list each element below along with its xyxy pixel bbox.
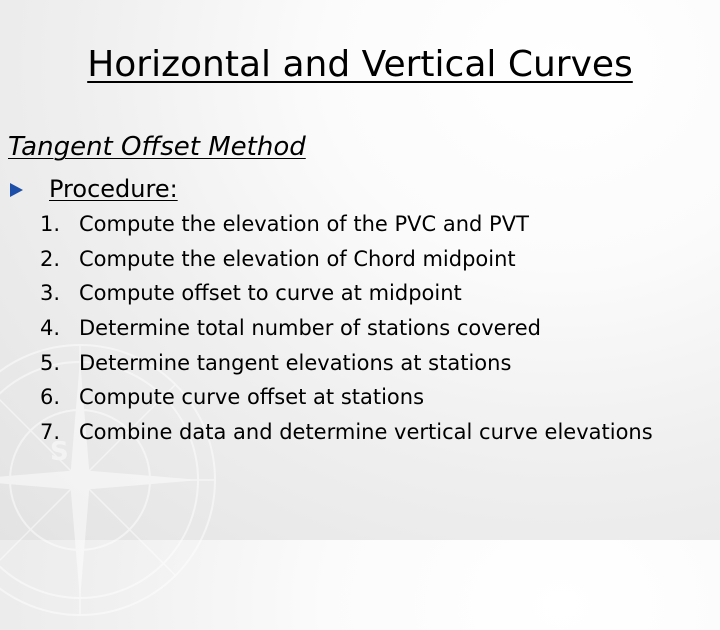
slide-title: Horizontal and Vertical Curves	[87, 44, 633, 85]
step-number: 3.	[40, 281, 61, 306]
step-text: Compute curve offset at stations	[79, 385, 425, 410]
bullet-label: Procedure:	[49, 175, 178, 203]
step-text: Compute the elevation of the PVC and PVT	[79, 212, 529, 237]
step-text: Determine total number of stations covered	[79, 316, 541, 341]
step-item	[40, 415, 653, 450]
step-number: 2.	[40, 246, 61, 271]
step-number: 1.	[40, 212, 61, 237]
slide-subtitle: Tangent Offset Method	[8, 132, 306, 162]
triangle-arrow-right-icon	[10, 183, 23, 197]
step-item	[40, 380, 653, 415]
step-text: Compute offset to curve at midpoint	[79, 281, 462, 306]
step-item	[40, 311, 653, 346]
svg-text:S: S	[50, 437, 69, 467]
step-number: 5.	[40, 350, 61, 375]
step-text: Combine data and determine vertical curve elevations	[79, 419, 653, 444]
step-item	[40, 276, 653, 311]
step-text: Determine tangent elevations at stations	[79, 350, 512, 375]
step-item	[40, 207, 653, 242]
step-item	[40, 242, 653, 277]
step-number: 7.	[40, 419, 61, 444]
procedure-steps-list	[40, 207, 653, 449]
step-text: Compute the elevation of Chord midpoint	[79, 246, 516, 271]
step-number: 4.	[40, 316, 61, 341]
step-number: 6.	[40, 385, 61, 410]
step-item	[40, 345, 653, 380]
bullet-procedure	[10, 172, 178, 206]
